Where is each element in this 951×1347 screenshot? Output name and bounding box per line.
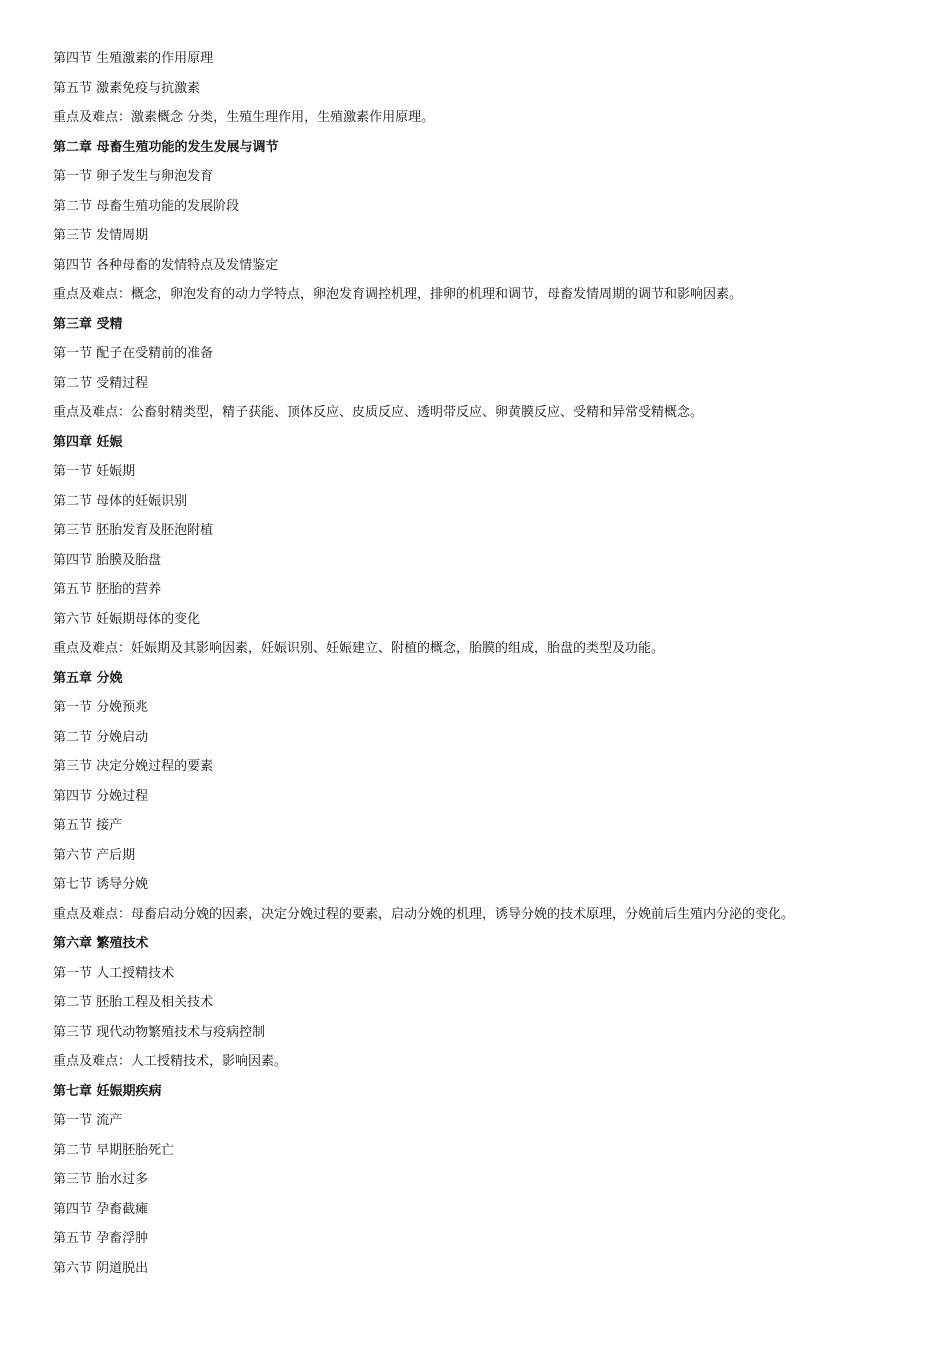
- section-line: 第二节 早期胚胎死亡: [53, 1143, 175, 1158]
- section-line: 第二节 母畜生殖功能的发展阶段: [53, 199, 240, 214]
- section-line: 第二节 受精过程: [53, 376, 149, 391]
- section-line: 第六节 产后期: [53, 848, 136, 863]
- section-line: 第一节 分娩预兆: [53, 700, 149, 715]
- section-line: 第五节 胚胎的营养: [53, 582, 162, 597]
- section-line: 第二节 分娩启动: [53, 730, 149, 745]
- section-line: 第三节 决定分娩过程的要素: [53, 759, 214, 774]
- section-line: 第四节 胎膜及胎盘: [53, 553, 162, 568]
- chapter-heading: 第四章 妊娠: [53, 435, 123, 450]
- section-line: 第六节 妊娠期母体的变化: [53, 612, 201, 627]
- key-points-line: 重点及难点：概念，卵泡发育的动力学特点，卵泡发育调控机理，排卵的机理和调节，母畜发情周期的调节和影响因素。: [53, 287, 743, 302]
- section-line: 第三节 发情周期: [53, 228, 149, 243]
- section-line: 第一节 流产: [53, 1113, 123, 1128]
- key-points-line: 重点及难点：妊娠期及其影响因素，妊娠识别、妊娠建立、附植的概念，胎膜的组成，胎盘的类型及功能。: [53, 641, 665, 656]
- section-line: 第七节 诱导分娩: [53, 877, 149, 892]
- section-line: 第一节 人工授精技术: [53, 966, 175, 981]
- chapter-heading: 第七章 妊娠期疾病: [53, 1084, 162, 1099]
- key-points-line: 重点及难点：母畜启动分娩的因素，决定分娩过程的要素，启动分娩的机理，诱导分娩的技术原理，分娩前后生殖内分泌的变化。: [53, 907, 795, 922]
- key-points-line: 重点及难点：公畜射精类型，精子获能、顶体反应、皮质反应、透明带反应、卵黄膜反应、受精和异常受精概念。: [53, 405, 704, 420]
- chapter-heading: 第六章 繁殖技术: [53, 936, 149, 951]
- section-line: 第二节 胚胎工程及相关技术: [53, 995, 214, 1010]
- section-line: 第一节 卵子发生与卵泡发育: [53, 169, 214, 184]
- section-line: 第五节 孕畜浮肿: [53, 1231, 149, 1246]
- section-line: 第四节 分娩过程: [53, 789, 149, 804]
- section-line: 第六节 阴道脱出: [53, 1261, 149, 1276]
- chapter-heading: 第五章 分娩: [53, 671, 123, 686]
- section-line: 第四节 孕畜截瘫: [53, 1202, 149, 1217]
- section-line: 第三节 胚胎发育及胚泡附植: [53, 523, 214, 538]
- key-points-line: 重点及难点：激素概念 分类，生殖生理作用，生殖激素作用原理。: [53, 110, 435, 125]
- key-points-line: 重点及难点：人工授精技术，影响因素。: [53, 1054, 288, 1069]
- chapter-heading: 第二章 母畜生殖功能的发生发展与调节: [53, 140, 279, 155]
- section-line: 第三节 胎水过多: [53, 1172, 149, 1187]
- section-line: 第五节 接产: [53, 818, 123, 833]
- section-line: 第五节 激素免疫与抗激素: [53, 81, 201, 96]
- chapter-heading: 第三章 受精: [53, 317, 123, 332]
- section-line: 第一节 配子在受精前的准备: [53, 346, 214, 361]
- section-line: 第四节 生殖激素的作用原理: [53, 51, 214, 66]
- section-line: 第三节 现代动物繁殖技术与疫病控制: [53, 1025, 266, 1040]
- section-line: 第四节 各种母畜的发情特点及发情鉴定: [53, 258, 279, 273]
- section-line: 第二节 母体的妊娠识别: [53, 494, 188, 509]
- section-line: 第一节 妊娠期: [53, 464, 136, 479]
